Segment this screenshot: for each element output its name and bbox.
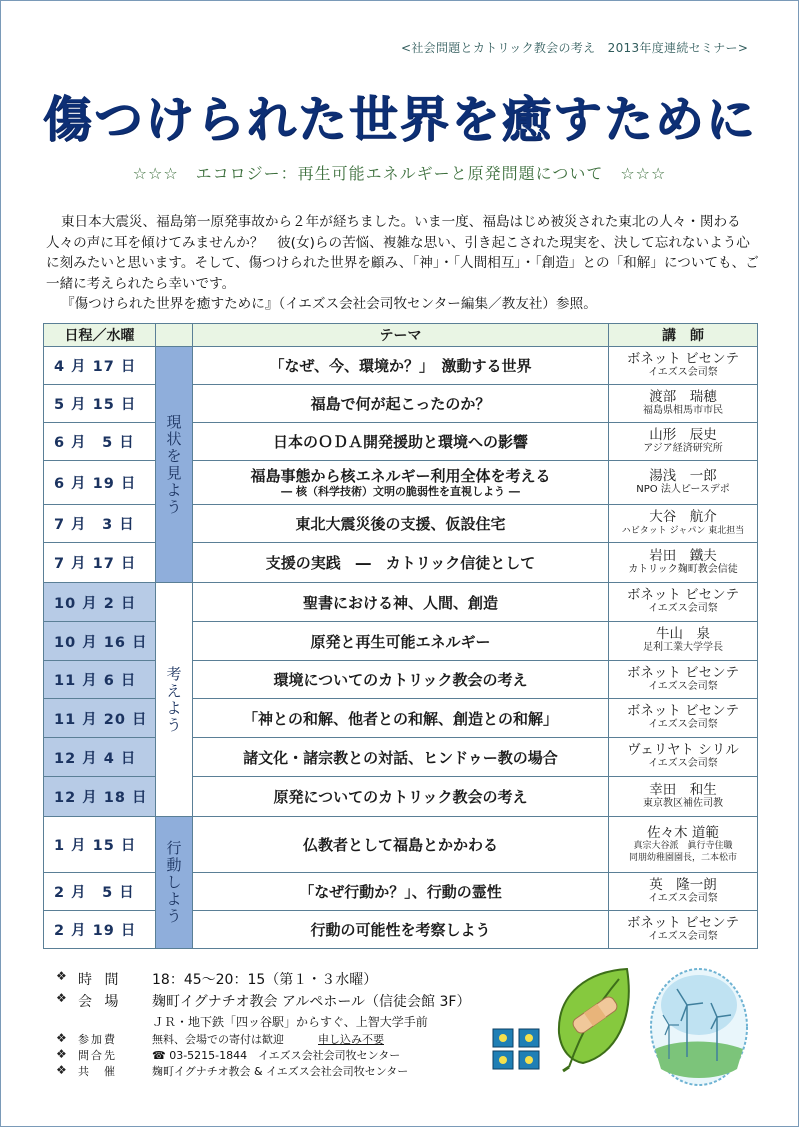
- table-row: [44, 817, 758, 873]
- group-label-think: 考えよう: [156, 583, 193, 817]
- lecturer: ボネット ビセンテ イエズス会司祭: [609, 699, 758, 738]
- page-title: 傷つけられた世界を癒すために: [42, 91, 757, 148]
- lecturer: 湯浅 一郎 NPO 法人ピースデポ: [609, 461, 758, 505]
- contact-label: 問合先: [78, 1049, 117, 1062]
- session-theme: 聖書における神、人間、創造: [193, 583, 609, 622]
- bullet-icon: ❖: [56, 1047, 67, 1061]
- info-fee: [56, 1031, 536, 1047]
- session-date: 7 月 17 日: [44, 543, 156, 583]
- session-theme: 「なぜ、今、環境か？」 激動する世界: [193, 347, 609, 385]
- session-theme: 「なぜ行動か？」、行動の霊性: [193, 873, 609, 911]
- host-label: 共 催: [78, 1065, 117, 1078]
- session-theme: 「神との和解、他者との和解、創造との和解」: [193, 699, 609, 738]
- table-row: [44, 505, 758, 543]
- table-row: [44, 622, 758, 661]
- fee-note: 申し込み不要: [318, 1033, 384, 1046]
- table-row: [44, 777, 758, 817]
- lecturer: 山形 辰史 アジア経済研究所: [609, 423, 758, 461]
- time-label: 時 間: [78, 972, 123, 988]
- venue-value: 麹町イグナチオ教会 アルペホール（信徒会館 3F）: [152, 994, 471, 1010]
- table-row: [44, 461, 758, 505]
- table-row: [44, 738, 758, 777]
- table-row: [44, 661, 758, 699]
- table-row: [44, 385, 758, 423]
- lecturer: 岩田 鐵夫 カトリック麹町教会信徒: [609, 543, 758, 583]
- group-label-observe: 現状を見よう: [156, 347, 193, 583]
- lecturer: 佐々木 道範 真宗大谷派 眞行寺住職 同朋幼稚園園長，二本松市: [609, 817, 758, 873]
- session-theme: 東北大震災後の支援、仮設住宅: [193, 505, 609, 543]
- header-group: [156, 324, 193, 347]
- barrel-icon: [493, 1029, 513, 1047]
- lecturer: ボネット ビセンテ イエズス会司祭: [609, 911, 758, 949]
- time-value: 18：45～20：15（第１・３水曜）: [152, 972, 378, 988]
- lecturer: 英 隆一朗 イエズス会司祭: [609, 873, 758, 911]
- lecturer: ボネット ビセンテ イエズス会司祭: [609, 347, 758, 385]
- table-row: [44, 873, 758, 911]
- session-date: 6 月 5 日: [44, 423, 156, 461]
- header-lecturer: 講 師: [609, 324, 758, 347]
- access-value: ＪＲ・地下鉄「四ッ谷駅」からすぐ、上智大学手前: [152, 1015, 428, 1029]
- lecturer: 大谷 航介 ハビタット ジャパン 東北担当: [609, 505, 758, 543]
- lecturer: 牛山 泉 足利工業大学学長: [609, 622, 758, 661]
- table-row: [44, 583, 758, 622]
- bullet-icon: ❖: [56, 1063, 67, 1077]
- series-caption: <社会問題とカトリック教会の考え 2013年度連続セミナー>: [401, 41, 749, 55]
- venue-label: 会 場: [78, 994, 123, 1010]
- page-subtitle: ☆☆☆ エコロジー：再生可能エネルギーと原発問題について ☆☆☆: [132, 164, 667, 183]
- group-label-act: 行動しよう: [156, 817, 193, 949]
- barrels-illustration: [491, 1023, 547, 1073]
- session-date: 5 月 15 日: [44, 385, 156, 423]
- bullet-icon: ❖: [56, 1031, 67, 1045]
- session-theme: 原発についてのカトリック教会の考え: [193, 777, 609, 817]
- session-theme: 支援の実践 ― カトリック信徒として: [193, 543, 609, 583]
- header-theme: テーマ: [193, 324, 609, 347]
- table-row: [44, 543, 758, 583]
- header-date: 日程／水曜: [44, 324, 156, 347]
- session-date: 1 月 15 日: [44, 817, 156, 873]
- session-date: 7 月 3 日: [44, 505, 156, 543]
- intro-paragraph: 東日本大震災、福島第一原発事故から２年が経ちました。いま一度、福島はじめ被災された東北の人々・関わる人々の声に耳を傾けてみませんか？ 彼(女)らの苦悩、複雑な思い、引き起こされた現実を、決して忘れないよう心に刻みたいと思います。そして、傷つけられた世界を顧み、「神」・「人間相互」・「創造」との「和解」についても、ご一緒に考えられたら幸いです。: [46, 214, 759, 292]
- host-value: 麹町イグナチオ教会 & イエズス会社会司牧センター: [152, 1065, 409, 1078]
- lecturer: 幸田 和生 東京教区補佐司教: [609, 777, 758, 817]
- lecturer: ボネット ビセンテ イエズス会司祭: [609, 583, 758, 622]
- event-info: [56, 969, 536, 1079]
- session-date: 12 月 18 日: [44, 777, 156, 817]
- info-time: [56, 969, 536, 991]
- bandaged-leaf-illustration: [549, 963, 641, 1073]
- lecturer: ヴェリヤト シリル イエズス会司祭: [609, 738, 758, 777]
- session-theme: 環境についてのカトリック教会の考え: [193, 661, 609, 699]
- info-venue: [56, 991, 536, 1013]
- session-date: 6 月 19 日: [44, 461, 156, 505]
- table-row: [44, 911, 758, 949]
- session-theme: 福島で何が起こったのか？: [193, 385, 609, 423]
- session-theme: 諸文化・諸宗教との対話、ヒンドゥー教の場合: [193, 738, 609, 777]
- info-host: [56, 1063, 536, 1079]
- intro-reference: 『傷つけられた世界を癒すために』（イエズス会社会司牧センター編集／教友社）参照。: [60, 296, 597, 313]
- session-date: 4 月 17 日: [44, 347, 156, 385]
- session-theme: 原発と再生可能エネルギー: [193, 622, 609, 661]
- session-date: 10 月 16 日: [44, 622, 156, 661]
- bullet-icon: ❖: [56, 969, 67, 983]
- lecturer: 渡部 瑞穂 福島県相馬市市民: [609, 385, 758, 423]
- session-date: 2 月 5 日: [44, 873, 156, 911]
- barrel-icon: [519, 1051, 539, 1069]
- table-row: [44, 699, 758, 738]
- table-row: [44, 423, 758, 461]
- session-theme: 日本のＯＤＡ開発援助と環境への影響: [193, 423, 609, 461]
- schedule-table: [43, 323, 758, 949]
- wind-turbines-illustration: [647, 965, 751, 1089]
- session-date: 10 月 2 日: [44, 583, 156, 622]
- barrel-icon: [493, 1051, 513, 1069]
- bullet-icon: ❖: [56, 991, 67, 1005]
- contact-value: ☎ 03-5215-1844 イエズス会社会司牧センター: [152, 1049, 401, 1062]
- table-row: [44, 347, 758, 385]
- info-access: [56, 1013, 536, 1031]
- fee-value: 無料、会場での寄付は歓迎: [152, 1033, 284, 1046]
- session-theme: 行動の可能性を考察しよう: [193, 911, 609, 949]
- session-theme: 福島事態から核エネルギー利用全体を考える ― 核（科学技術）文明の脆弱性を直視しよう ―: [193, 461, 609, 505]
- session-date: 11 月 6 日: [44, 661, 156, 699]
- fee-label: 参加費: [78, 1033, 117, 1046]
- lecturer: ボネット ビセンテ イエズス会司祭: [609, 661, 758, 699]
- session-date: 2 月 19 日: [44, 911, 156, 949]
- session-date: 12 月 4 日: [44, 738, 156, 777]
- session-theme: 仏教者として福島とかかわる: [193, 817, 609, 873]
- session-date: 11 月 20 日: [44, 699, 156, 738]
- info-contact: [56, 1047, 536, 1063]
- intro-text: [46, 212, 761, 315]
- barrel-icon: [519, 1029, 539, 1047]
